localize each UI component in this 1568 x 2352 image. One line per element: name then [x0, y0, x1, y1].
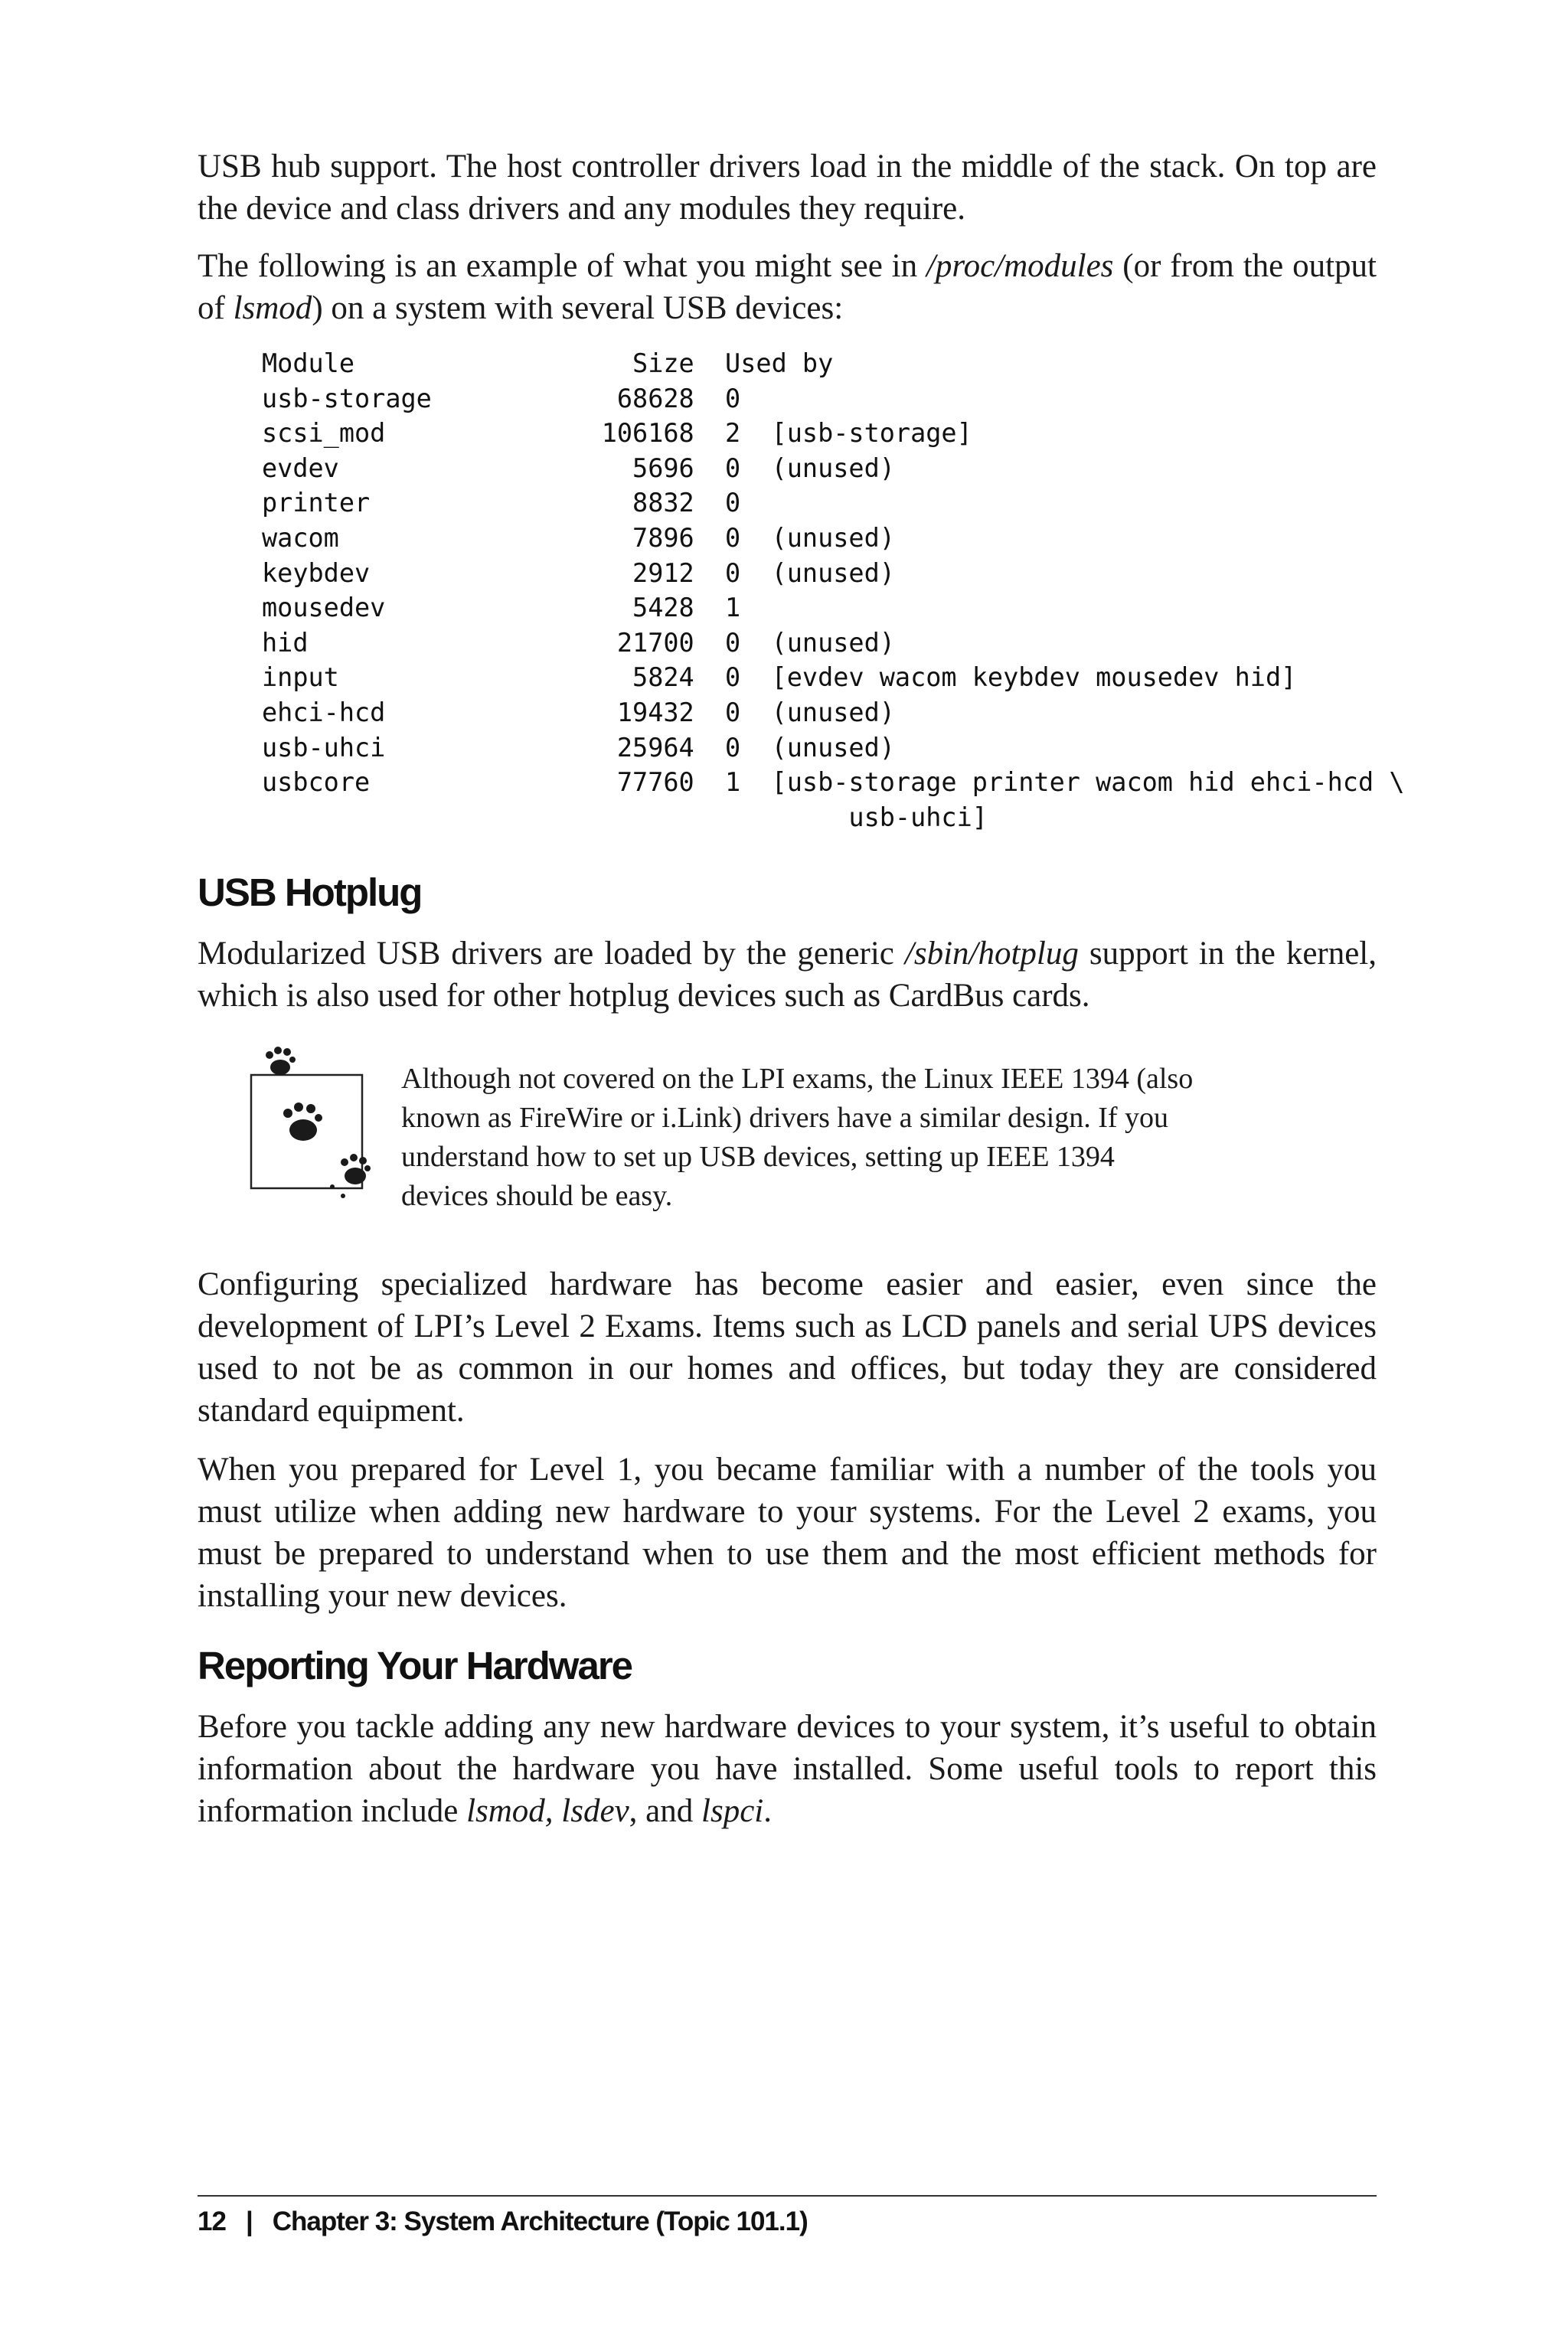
chapter-title: Chapter 3: System Architecture (Topic 101.1): [272, 2207, 808, 2236]
section-heading-usb-hotplug: USB Hotplug: [198, 871, 422, 915]
listing-row: evdev 5696 0 (unused): [262, 452, 895, 483]
listing-row: usb-uhci 25964 0 (unused): [262, 732, 895, 763]
listing-row: keybdev 2912 0 (unused): [262, 557, 895, 588]
page-footer: [198, 2207, 808, 2237]
paragraph-hotplug: [198, 933, 1377, 1017]
listing-row: usb-storage 68628 0: [262, 383, 741, 413]
text-run: (or from the output of: [198, 248, 1377, 326]
listing-header: Module Size Used by: [262, 348, 834, 378]
text-run: support in the kernel, which is also used for other hotplug devices such as CardBus cards.: [198, 936, 1377, 1014]
paw-prints-icon: [243, 1044, 397, 1205]
text-run: , and: [629, 1793, 702, 1830]
paragraph-proc-modules: [198, 245, 1377, 329]
note-text: Although not covered on the LPI exams, the Linux IEEE 1394 (also known as FireWire or i.Link) drivers have a similar design. If you understand how to set up USB devices, setting up IEEE 1394 devices should be easy.: [401, 1063, 1194, 1213]
listing-row: input 5824 0 [evdev wacom keybdev mousedev hid]: [262, 662, 1297, 693]
text-run: Before you tackle adding any new hardware devices to your system, it’s useful to obtain information about the hardware you have installed. Some useful tools to report this information include: [198, 1709, 1377, 1830]
note-box: [198, 1044, 1377, 1236]
tools-lsmod-lsdev: lsmod, lsdev: [466, 1793, 629, 1830]
listing-continuation: usb-uhci]: [262, 802, 988, 832]
listing-row: mousedev 5428 1: [262, 593, 741, 623]
listing-row: hid 21700 0 (unused): [262, 627, 895, 658]
footer-rule: [198, 2195, 1377, 2197]
listing-row: printer 8832 0: [262, 488, 741, 518]
lsmod-listing: [262, 346, 1405, 835]
page-number: 12: [198, 2207, 226, 2236]
page-content: [198, 145, 1405, 1849]
paragraph-specialized-hardware: Configuring specialized hardware has become easier and easier, even since the development of LPI’s Level 2 Exams. Items such as LCD panels and serial UPS devices used to not be as common in our homes and offices, but today they are considered standard equipment.: [198, 1266, 1377, 1429]
paragraph-level-tools: When you prepared for Level 1, you became familiar with a number of the tools you must utilize when adding new hardware to your systems. For the Level 2 exams, you must be prepared to understand when to use them and the most efficient methods for installing your new devices.: [198, 1452, 1377, 1615]
footer-separator: |: [245, 2207, 253, 2236]
proc-modules-path: /proc/modules: [926, 248, 1114, 284]
listing-row: usbcore 77760 1 [usb-storage printer wacom hid ehci-hcd \: [262, 767, 1405, 798]
text-run: Modularized USB drivers are loaded by the generic: [198, 936, 905, 972]
paragraph-usb-stack: USB hub support. The host controller drivers load in the middle of the stack. On top are the device and class drivers and any modules they require.: [198, 149, 1377, 227]
lsmod-command: lsmod: [233, 290, 312, 326]
paragraph-reporting: [198, 1706, 1377, 1832]
tool-lspci: lspci: [701, 1793, 764, 1830]
listing-row: wacom 7896 0 (unused): [262, 522, 895, 553]
hotplug-path: /sbin/hotplug: [904, 936, 1079, 972]
section-heading-reporting-hardware: Reporting Your Hardware: [198, 1644, 632, 1688]
text-run: .: [763, 1793, 772, 1830]
listing-row: ehci-hcd 19432 0 (unused): [262, 697, 895, 727]
text-run: The following is an example of what you might see in: [198, 248, 926, 284]
listing-row: scsi_mod 106168 2 [usb-storage]: [262, 418, 972, 449]
text-run: ) on a system with several USB devices:: [312, 290, 844, 326]
